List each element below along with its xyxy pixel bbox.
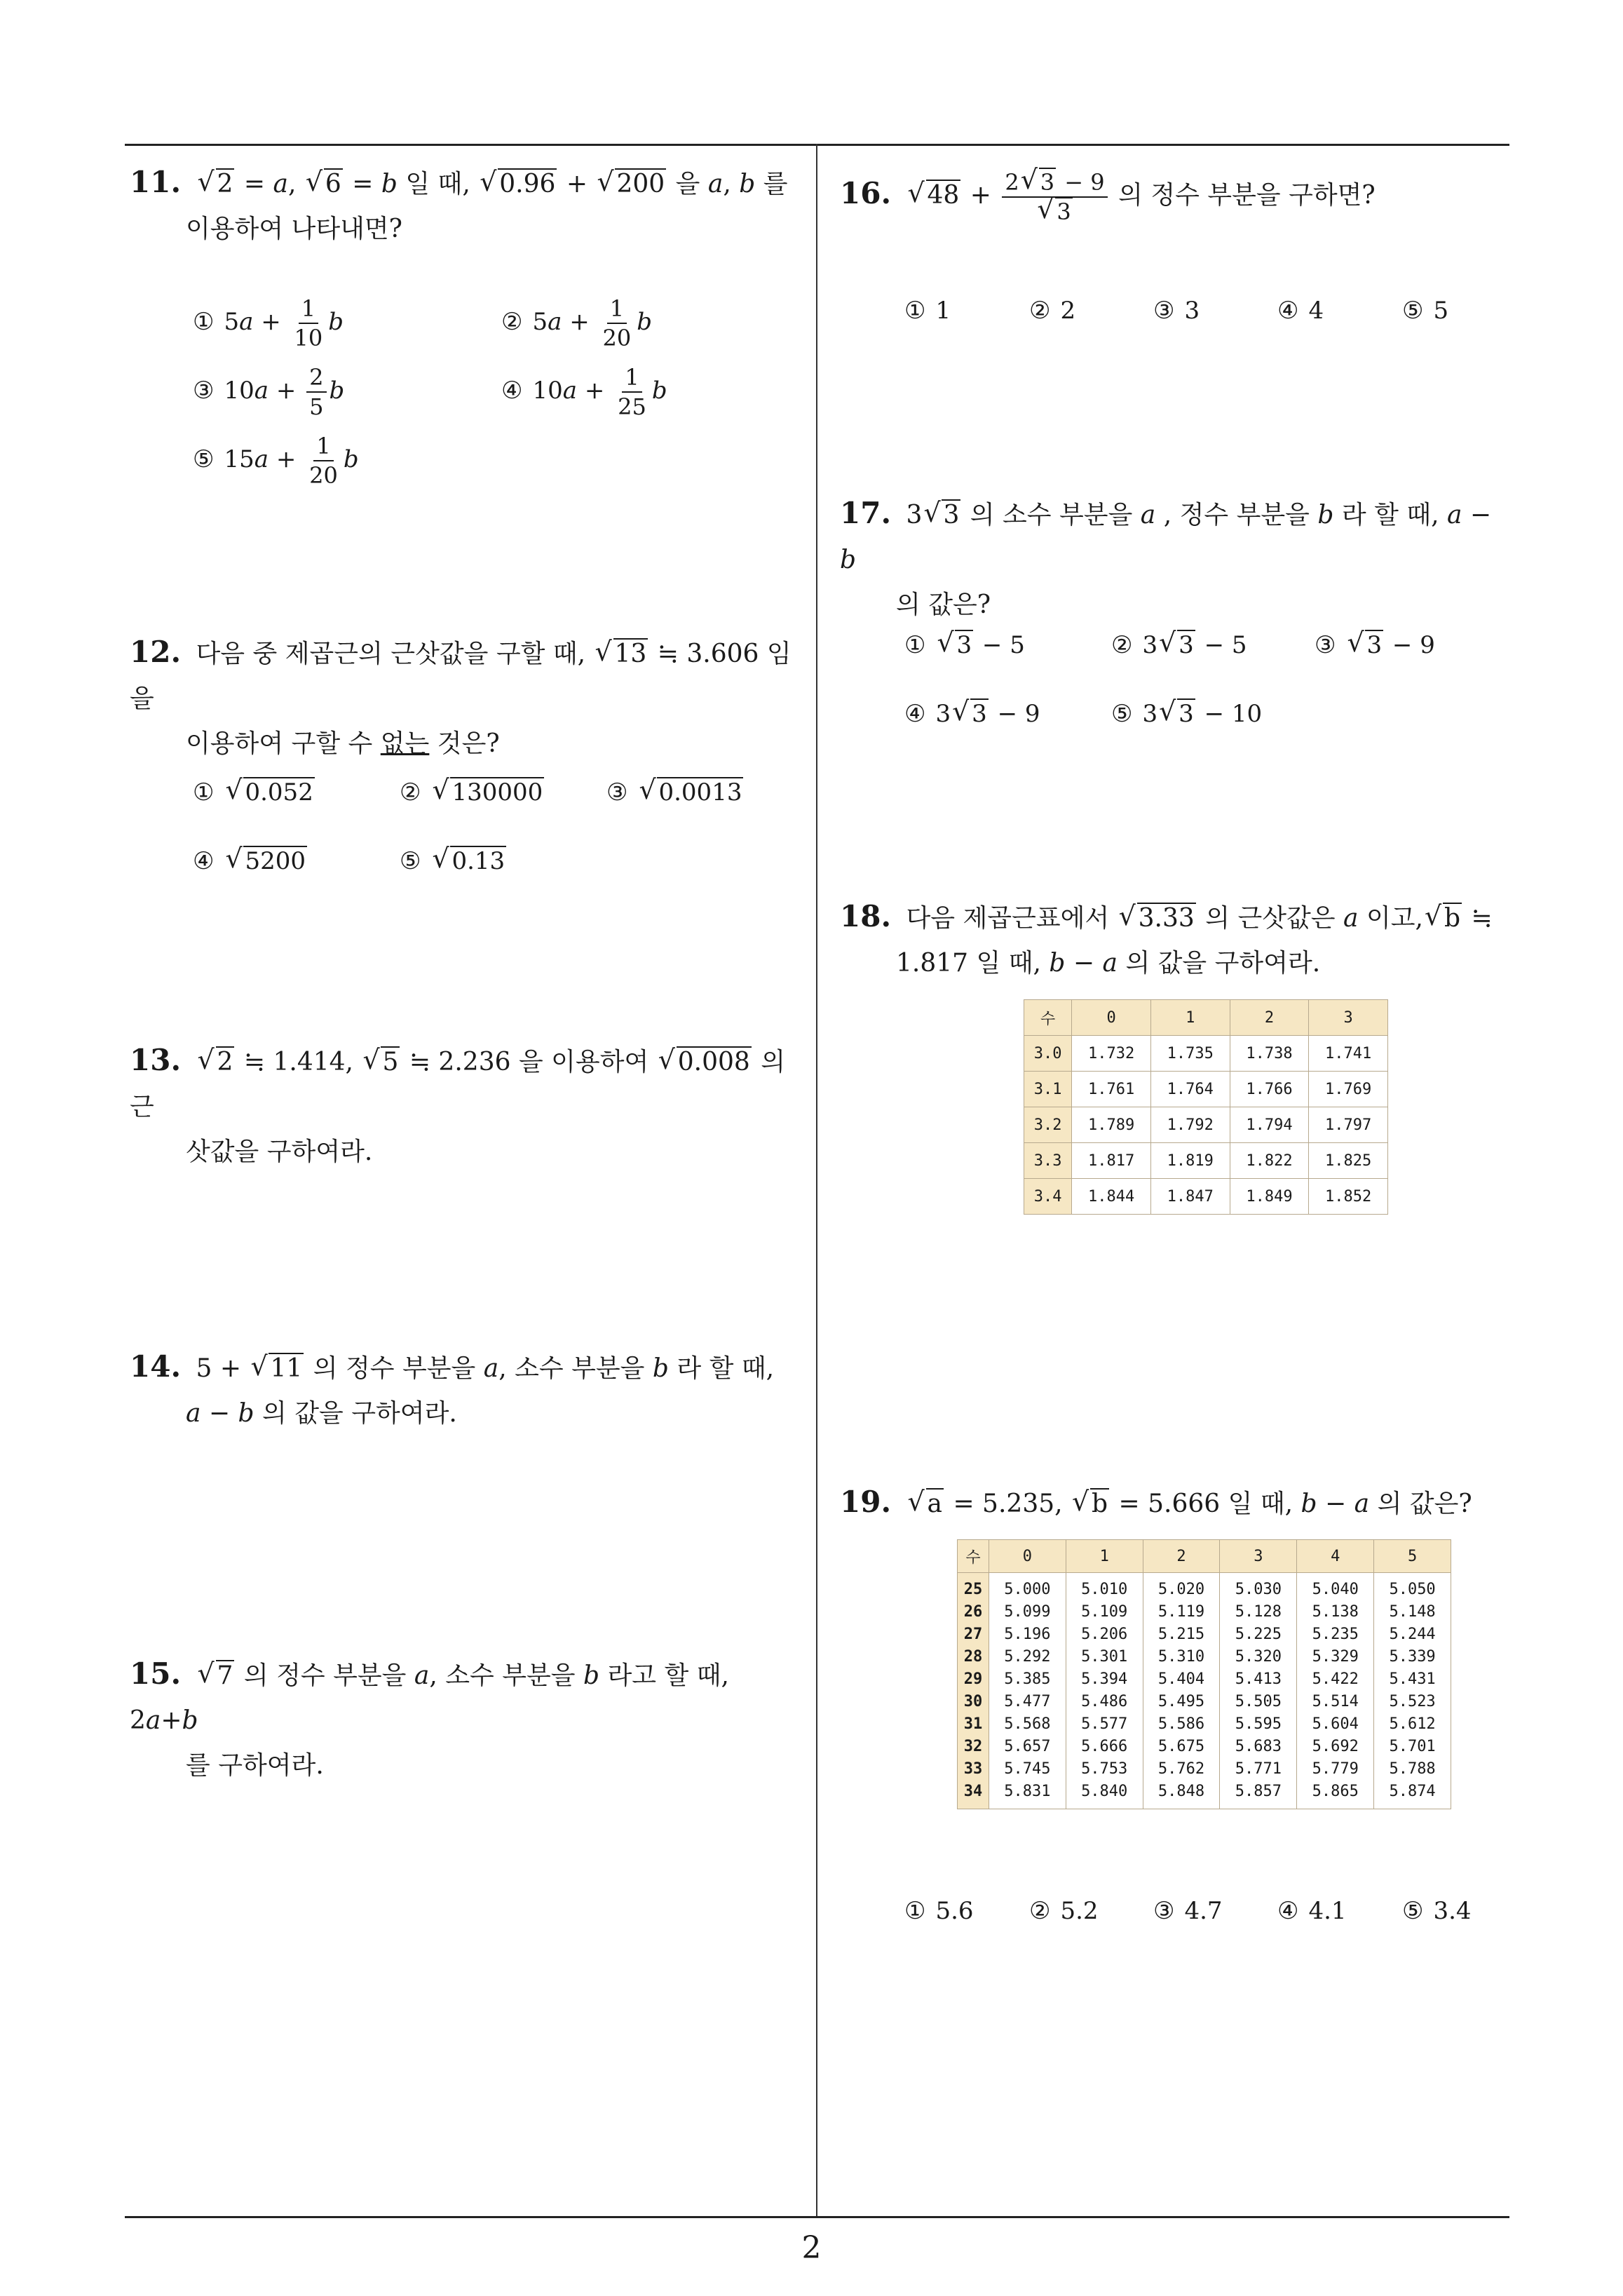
- problem-17: 17. 3√ 3 의 소수 부분을 a , 정수 부분을 b 라 할 때, a − b 의 값은?: [840, 491, 1513, 628]
- table-cell: 5.040: [1312, 1581, 1359, 1598]
- choice-3[interactable]: ③ 4.7: [1153, 1897, 1223, 1925]
- table-cell: 5.701: [1389, 1738, 1436, 1755]
- table-cell: 5.831: [1004, 1783, 1051, 1800]
- table-cell: 5.788: [1389, 1760, 1436, 1778]
- page-number: 2: [801, 2230, 822, 2266]
- table-cell: 5.329: [1312, 1648, 1359, 1666]
- table-cell: 5.292: [1004, 1648, 1051, 1666]
- question-text: 일 때,: [405, 170, 470, 198]
- table-column-cell: [958, 1573, 989, 1809]
- table-cell: 5.523: [1389, 1693, 1436, 1710]
- choice-2[interactable]: ② 2: [1029, 297, 1076, 325]
- table-column-cell: [1220, 1573, 1297, 1809]
- table-cell: 5.486: [1081, 1693, 1128, 1710]
- table-cell: 5.413: [1235, 1670, 1282, 1688]
- table-cell: 5.514: [1312, 1693, 1359, 1710]
- choice-4[interactable]: ④ 3√ 3 − 9: [904, 696, 1040, 731]
- problem-15: 15. √ 7 의 정수 부분을 a, 소수 부분을 b 라고 할 때, 2a+b 를 구하여라.: [130, 1652, 803, 1788]
- table-cell: 5.577: [1081, 1715, 1128, 1733]
- problem-number: 15.: [130, 1656, 182, 1691]
- table-cell: 5.753: [1081, 1760, 1128, 1778]
- problem-19: 19. √ a = 5.235, √ b = 5.666 일 때, b − a 의 값은?: [840, 1480, 1513, 1527]
- table-cell: 5.020: [1157, 1581, 1205, 1598]
- problem-16: 16. √ 48 + 2√ 3 − 9 √ 3 의 정수 부분을 구하면?: [840, 168, 1513, 226]
- table-cell: 5.000: [1004, 1581, 1051, 1598]
- choice-2[interactable]: ② 5.2: [1029, 1897, 1099, 1925]
- table-cell: 5.857: [1235, 1783, 1282, 1800]
- table-cell: 5.235: [1312, 1626, 1359, 1643]
- choice-5[interactable]: ⑤ 3√ 3 − 10: [1111, 696, 1262, 731]
- table-cell: 5.030: [1235, 1581, 1282, 1598]
- table-cell: 5.050: [1389, 1581, 1436, 1598]
- choice-2[interactable]: ② 3√ 3 − 5: [1111, 628, 1247, 663]
- table-cell: 34: [963, 1783, 983, 1800]
- choice-2[interactable]: ②√ 130000: [400, 775, 545, 810]
- table-cell: 5.394: [1081, 1670, 1128, 1688]
- table-cell: 5.666: [1081, 1738, 1128, 1755]
- choice-1[interactable]: ① 1: [904, 297, 951, 325]
- problem-18: 18. 다음 제곱근표에서 √ 3.33 의 근삿값은 a 이고,√ b ≒ 1.817 일 때, b − a 의 값을 구하여라.: [840, 894, 1513, 986]
- table-cell: 5.595: [1235, 1715, 1282, 1733]
- choice-3[interactable]: ③ 10a + $\frac{2}{5}$ b: [193, 364, 345, 420]
- choice-3[interactable]: ③√ 3 − 9: [1315, 628, 1435, 663]
- square-root-table: 수 0 1 2 3 4 5 25 26 27 28 29 30 31 32 33 34 5.000 5.099 5.196 5.292 5.385 5.477 5.568 5.657 5.745 5.831 5.010 5.109 5.206 5.301 5.394 5.486 5.577 5.666 5.753 5.840 5.020 5.119 5.215 5.310 5.404 5.495 5.586 5.675 5.762 5.848 5.030 5.128 5.225 5.320 5.413 5.505 5.595 5.683 5.771 5.857 5.040 5.138 5.235 5.329 5.422 5.514 5.604 5.692 5.779 5.865 5.050 5.148 5.244 5.339 5.431 5.523 5.612 5.701 5.788 5.874: [957, 1539, 1451, 1809]
- choice-4[interactable]: ④√ 5200: [193, 844, 308, 879]
- table-cell: 5.404: [1157, 1670, 1205, 1688]
- table-cell: 25: [963, 1581, 983, 1598]
- table-cell: 5.119: [1157, 1603, 1205, 1621]
- problem-number: 12.: [130, 635, 182, 669]
- choice-2[interactable]: ② 5a + $\frac{1}{20}$ b: [501, 295, 652, 351]
- table-column-cell: [1143, 1573, 1220, 1809]
- square-root-table: 수 0 1 2 3 3.0 1.732 1.735 1.738 1.741 3.1 1.761 1.764 1.766 1.769 3.2 1.789 1.792 1.794 1.797 3.3 1.817 1.819 1.822 1.825 3.4 1.844 1.847 1.849 1.852: [1024, 999, 1388, 1215]
- choice-4[interactable]: ④ 4: [1277, 297, 1324, 325]
- table-cell: 5.505: [1235, 1693, 1282, 1710]
- bottom-rule: [125, 2216, 1509, 2218]
- choice-5[interactable]: ⑤ 3.4: [1402, 1897, 1472, 1925]
- table-row: [958, 1573, 1451, 1809]
- table-cell: 5.612: [1389, 1715, 1436, 1733]
- table-cell: 5.865: [1312, 1783, 1359, 1800]
- table-cell: 5.762: [1157, 1760, 1205, 1778]
- table-cell: 5.431: [1389, 1670, 1436, 1688]
- table-cell: 26: [963, 1603, 983, 1621]
- table-row: 3.0 1.732 1.735 1.738 1.741: [1024, 1036, 1388, 1072]
- table-cell: 5.495: [1157, 1693, 1205, 1710]
- table-cell: 5.339: [1389, 1648, 1436, 1666]
- choice-5[interactable]: ⑤ 15a + $\frac{1}{20}$ b: [193, 433, 359, 489]
- column-divider: [816, 144, 817, 2218]
- problem-number: 16.: [840, 176, 892, 210]
- problem-11: 11. √ 2 = a, √ 6 = b 일 때, √ 0.96 + √ 200 을 a, b 를 이용하여 나타내면?: [130, 160, 803, 252]
- table-cell: 5.138: [1312, 1603, 1359, 1621]
- table-cell: 5.848: [1157, 1783, 1205, 1800]
- table-cell: 5.779: [1312, 1760, 1359, 1778]
- choice-3[interactable]: ③ 3: [1153, 297, 1200, 325]
- problem-number: 11.: [130, 165, 182, 199]
- table-cell: 5.745: [1004, 1760, 1051, 1778]
- table-column-cell: [1297, 1573, 1374, 1809]
- choice-4[interactable]: ④ 4.1: [1277, 1897, 1347, 1925]
- table-cell: 5.683: [1235, 1738, 1282, 1755]
- table-row: 3.2 1.789 1.792 1.794 1.797: [1024, 1107, 1388, 1143]
- table-cell: 5.225: [1235, 1626, 1282, 1643]
- table-cell: 5.099: [1004, 1603, 1051, 1621]
- choice-3[interactable]: ③√ 0.0013: [606, 775, 745, 810]
- table-column-cell: [989, 1573, 1066, 1809]
- table-cell: 33: [963, 1760, 983, 1778]
- choice-5[interactable]: ⑤ 5: [1402, 297, 1449, 325]
- table-cell: 5.422: [1312, 1670, 1359, 1688]
- table-cell: 30: [963, 1693, 983, 1710]
- table-cell: 5.604: [1312, 1715, 1359, 1733]
- table-cell: 5.874: [1389, 1783, 1436, 1800]
- table-cell: 31: [963, 1715, 983, 1733]
- table-cell: 5.771: [1235, 1760, 1282, 1778]
- problem-number: 19.: [840, 1485, 892, 1519]
- table-cell: 27: [963, 1626, 983, 1643]
- table-row: 3.4 1.844 1.847 1.849 1.852: [1024, 1179, 1388, 1215]
- choice-1[interactable]: ① 5.6: [904, 1897, 974, 1925]
- table-cell: 5.301: [1081, 1648, 1128, 1666]
- table-cell: 5.206: [1081, 1626, 1128, 1643]
- choice-4[interactable]: ④ 10a + $\frac{1}{25}$ b: [501, 364, 667, 420]
- problem-number: 14.: [130, 1349, 182, 1384]
- problem-number: 13.: [130, 1043, 182, 1077]
- table-cell: 5.320: [1235, 1648, 1282, 1666]
- problem-13: 13. √ 2 ≒ 1.414, √ 5 ≒ 2.236 을 이용하여 √ 0.008 의 근 삿값을 구하여라.: [130, 1038, 803, 1175]
- table-cell: 5.692: [1312, 1738, 1359, 1755]
- choice-1[interactable]: ① 5a + $\frac{1}{10}$ b: [193, 295, 344, 351]
- problem-14: 14. 5 + √ 11 의 정수 부분을 a, 소수 부분을 b 라 할 때, a − b 의 값을 구하여라.: [130, 1344, 803, 1436]
- table-cell: 5.586: [1157, 1715, 1205, 1733]
- question-text: 이용하여 나타내면?: [186, 215, 402, 243]
- choice-1[interactable]: ①√ 3 − 5: [904, 628, 1025, 663]
- table-cell: 5.657: [1004, 1738, 1051, 1755]
- table-cell: 5.010: [1081, 1581, 1128, 1598]
- table-cell: 5.477: [1004, 1693, 1051, 1710]
- table-cell: 5.244: [1389, 1626, 1436, 1643]
- problem-number: 18.: [840, 899, 892, 933]
- problem-12: 12. 다음 중 제곱근의 근삿값을 구할 때, √ 13 ≒ 3.606 임을 이용하여 구할 수 없는 것은?: [130, 630, 803, 767]
- table-row: 3.3 1.817 1.819 1.822 1.825: [1024, 1143, 1388, 1179]
- table-cell: 28: [963, 1648, 983, 1666]
- table-cell: 5.310: [1157, 1648, 1205, 1666]
- table-cell: 29: [963, 1670, 983, 1688]
- underlined-word: 없는: [380, 729, 430, 758]
- table-cell: 5.675: [1157, 1738, 1205, 1755]
- table-cell: 5.215: [1157, 1626, 1205, 1643]
- table-column-cell: [1374, 1573, 1451, 1809]
- table-cell: 5.385: [1004, 1670, 1051, 1688]
- choice-5[interactable]: ⑤√ 0.13: [400, 844, 508, 879]
- problem-number: 17.: [840, 496, 892, 530]
- table-cell: 5.840: [1081, 1783, 1128, 1800]
- table-row: 3.1 1.761 1.764 1.766 1.769: [1024, 1072, 1388, 1107]
- table-cell: 5.128: [1235, 1603, 1282, 1621]
- choice-1[interactable]: ①√ 0.052: [193, 775, 316, 810]
- table-cell: 5.568: [1004, 1715, 1051, 1733]
- table-cell: 5.196: [1004, 1626, 1051, 1643]
- table-cell: 32: [963, 1738, 983, 1755]
- table-column-cell: [1066, 1573, 1143, 1809]
- table-cell: 5.148: [1389, 1603, 1436, 1621]
- table-cell: 5.109: [1081, 1603, 1128, 1621]
